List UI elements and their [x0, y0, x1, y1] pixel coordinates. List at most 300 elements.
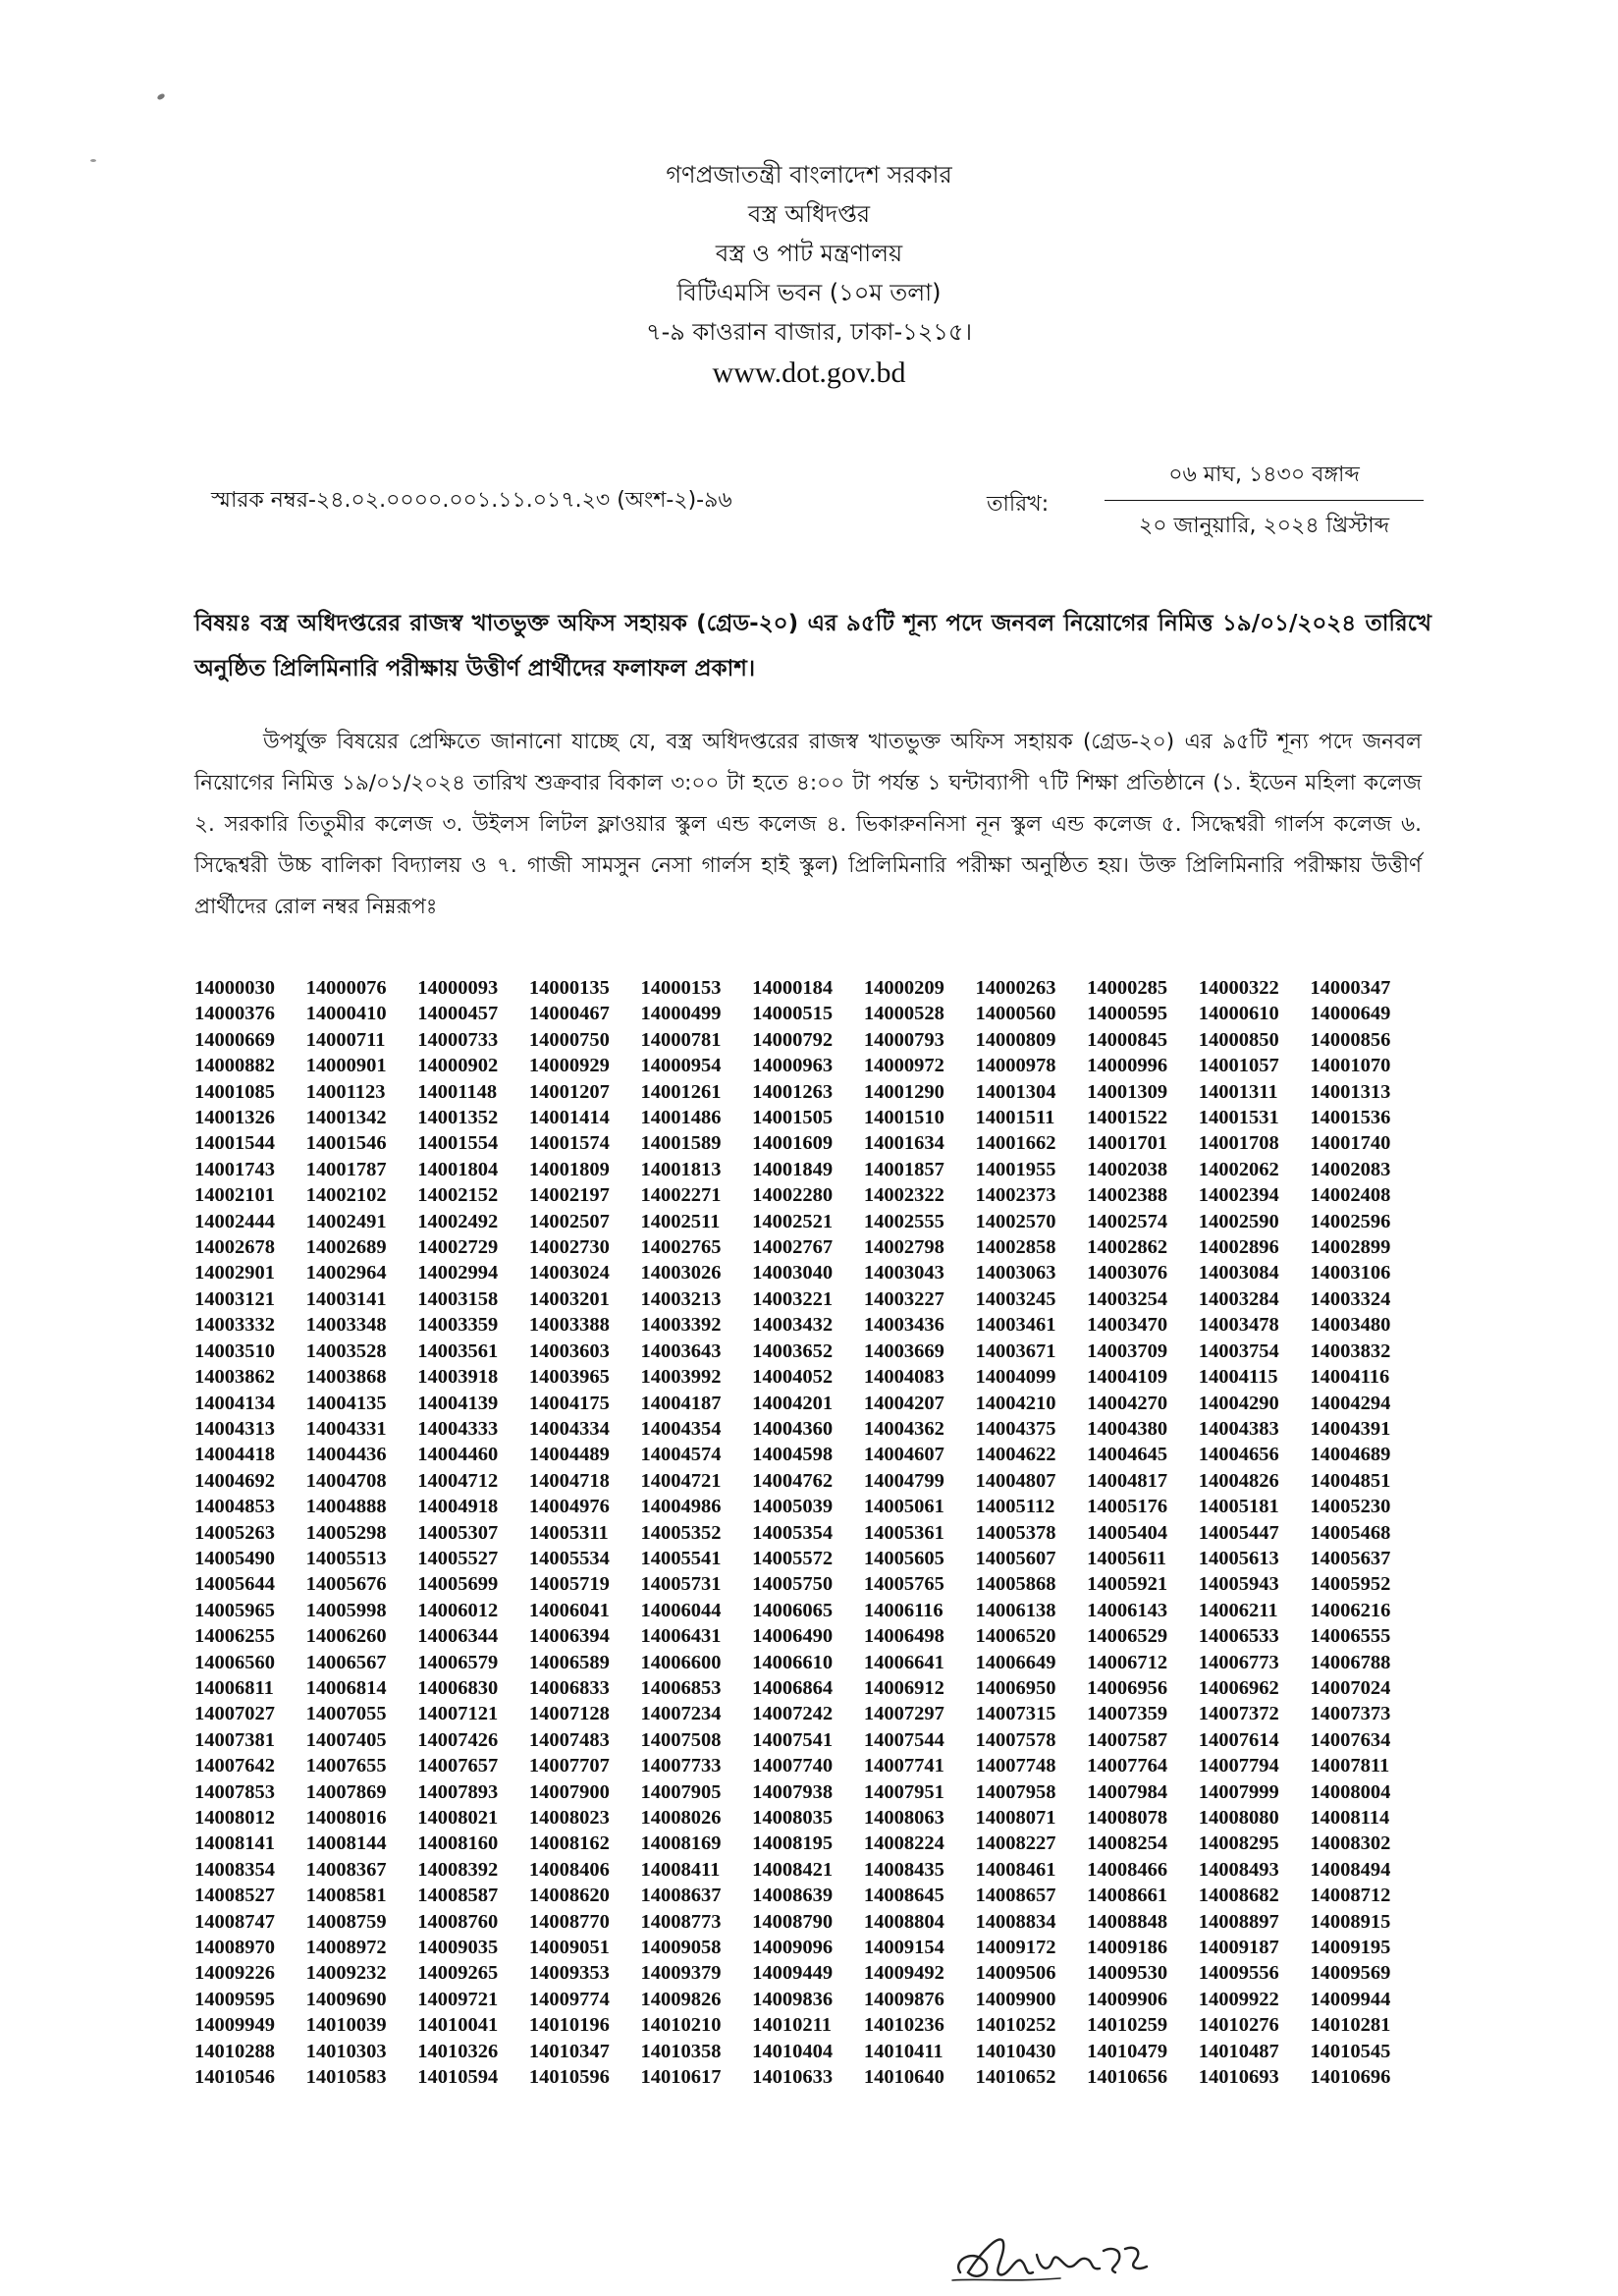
roll-number: 14003436: [863, 1314, 944, 1337]
roll-number: 14001352: [417, 1107, 499, 1129]
roll-number: 14006216: [1310, 1599, 1391, 1621]
roll-number: 14000750: [528, 1028, 610, 1051]
roll-number: 14002083: [1310, 1158, 1391, 1180]
roll-number: 14009922: [1198, 1988, 1279, 2010]
roll-number: 14006143: [1087, 1599, 1168, 1621]
roll-number: 14004207: [863, 1392, 944, 1414]
roll-number: 14009836: [752, 1988, 834, 2010]
roll-number: 14004175: [528, 1392, 610, 1414]
roll-number: 14010583: [305, 2066, 387, 2089]
roll-number: 14004334: [528, 1417, 610, 1440]
roll-number: 14000649: [1310, 1003, 1391, 1025]
roll-number: 14004210: [975, 1392, 1056, 1414]
roll-number: 14007733: [640, 1755, 722, 1777]
roll-number: 14006211: [1198, 1599, 1278, 1621]
roll-number: 14003121: [194, 1287, 275, 1310]
roll-number: 14008144: [305, 1832, 387, 1855]
roll-number: 14004689: [1310, 1444, 1391, 1466]
roll-number: 14010430: [975, 2040, 1056, 2062]
roll-number: 14007426: [417, 1728, 499, 1751]
roll-number: 14003392: [640, 1314, 722, 1337]
roll-number: 14007128: [528, 1703, 610, 1725]
roll-number: 14006041: [528, 1599, 610, 1621]
roll-number: 14002729: [417, 1236, 499, 1259]
roll-number: 14009774: [528, 1988, 610, 2010]
roll-number: 14007024: [1310, 1676, 1391, 1699]
roll-number: 14007587: [1087, 1728, 1168, 1751]
roll-number: 14003348: [305, 1314, 387, 1337]
roll-number: 14006864: [752, 1676, 834, 1699]
roll-number: 14006853: [640, 1676, 722, 1699]
roll-number: 14000093: [417, 977, 499, 999]
roll-number: 14007958: [975, 1780, 1056, 1803]
roll-number: 14000996: [1087, 1055, 1168, 1077]
roll-number: 14004817: [1087, 1469, 1168, 1492]
roll-number: 14002767: [752, 1236, 834, 1259]
roll-number: 14002507: [528, 1210, 610, 1232]
roll-number: 14000850: [1198, 1028, 1279, 1051]
roll-number: 14001955: [975, 1158, 1056, 1180]
roll-number: 14009595: [194, 1988, 275, 2010]
roll-number: 14000733: [417, 1028, 499, 1051]
roll-number: 14006116: [863, 1599, 944, 1621]
roll-number: 14005112: [975, 1496, 1055, 1518]
roll-number: 14008747: [194, 1910, 275, 1933]
roll-number: 14000499: [640, 1003, 722, 1025]
roll-number: 14006012: [417, 1599, 499, 1621]
roll-number: 14002678: [194, 1236, 275, 1259]
roll-number: 14004331: [305, 1417, 387, 1440]
roll-number: 14005868: [975, 1573, 1056, 1596]
roll-number: 14007297: [863, 1703, 944, 1725]
roll-number: 14003470: [1087, 1314, 1168, 1337]
roll-number: 14008063: [863, 1807, 944, 1829]
roll-number: 14000963: [752, 1055, 834, 1077]
roll-number: 14007740: [752, 1755, 834, 1777]
roll-number: 14004721: [640, 1469, 722, 1492]
letterhead-building: বিটিএমসি ভবন (১০ম তলা): [676, 279, 942, 306]
roll-number: 14008682: [1198, 1885, 1279, 1907]
roll-number: 14001589: [640, 1132, 722, 1155]
roll-number: 14003201: [528, 1287, 610, 1310]
roll-number: 14008770: [528, 1910, 610, 1933]
roll-number: 14003024: [528, 1262, 610, 1285]
roll-number: 14001531: [1198, 1107, 1279, 1129]
roll-number: 14007951: [863, 1780, 944, 1803]
roll-number: 14001849: [752, 1158, 834, 1180]
roll-number: 14003227: [863, 1287, 944, 1310]
roll-number: 14000610: [1198, 1003, 1279, 1025]
roll-number: 14001787: [305, 1158, 387, 1180]
roll-number: 14000856: [1310, 1028, 1391, 1051]
roll-number: 14005952: [1310, 1573, 1391, 1596]
roll-number: 14004645: [1087, 1444, 1168, 1466]
roll-number: 14000845: [1087, 1028, 1168, 1051]
roll-number: 14002590: [1198, 1210, 1279, 1232]
roll-number: 14001743: [194, 1158, 275, 1180]
roll-number: 14000263: [975, 977, 1056, 999]
roll-number: 14003671: [975, 1339, 1056, 1362]
roll-number: 14008494: [1310, 1858, 1391, 1881]
roll-number: 14010404: [752, 2040, 834, 2062]
roll-number: 14007741: [863, 1755, 944, 1777]
roll-number: 14001544: [194, 1132, 275, 1155]
roll-number: 14005263: [194, 1521, 275, 1544]
roll-number: 14002901: [194, 1262, 275, 1285]
roll-number: 14001511: [975, 1107, 1055, 1129]
roll-number: 14004380: [1087, 1417, 1168, 1440]
roll-number: 14007655: [305, 1755, 387, 1777]
roll-number: 14002596: [1310, 1210, 1391, 1232]
roll-number: 14006431: [640, 1625, 722, 1648]
roll-number: 14008639: [752, 1885, 834, 1907]
roll-number: 14008493: [1198, 1858, 1279, 1881]
roll-number: 14001057: [1198, 1055, 1279, 1077]
roll-number: 14004333: [417, 1417, 499, 1440]
roll-number: 14007372: [1198, 1703, 1279, 1725]
roll-number: 14008834: [975, 1910, 1056, 1933]
memo-number: স্মারক নম্বর-২৪.০২.০০০০.০০১.১১.০১৭.২৩ (অংশ-২)-৯৬: [211, 488, 732, 513]
roll-number: 14005352: [640, 1521, 722, 1544]
roll-number: 14003043: [863, 1262, 944, 1285]
roll-number: 14009035: [417, 1937, 499, 1959]
roll-number: 14006344: [417, 1625, 499, 1648]
roll-number: 14001546: [305, 1132, 387, 1155]
roll-number: 14003992: [640, 1366, 722, 1389]
roll-number: 14006529: [1087, 1625, 1168, 1648]
roll-number: 14008302: [1310, 1832, 1391, 1855]
roll-number: 14010347: [528, 2040, 610, 2062]
roll-number: 14001290: [863, 1080, 944, 1103]
roll-number: 14010545: [1310, 2040, 1391, 2062]
roll-number: 14006138: [975, 1599, 1056, 1621]
roll-number: 14007811: [1310, 1755, 1390, 1777]
roll-number: 14006950: [975, 1676, 1056, 1699]
roll-number: 14001486: [640, 1107, 722, 1129]
roll-number: 14008114: [1310, 1807, 1390, 1829]
roll-number: 14006641: [863, 1651, 944, 1673]
roll-number: 14008071: [975, 1807, 1056, 1829]
roll-number: 14000954: [640, 1055, 722, 1077]
roll-number: 14005307: [417, 1521, 499, 1544]
roll-number: 14002197: [528, 1184, 610, 1207]
roll-number: 14008587: [417, 1885, 499, 1907]
roll-number: 14006498: [863, 1625, 944, 1648]
roll-number: 14001263: [752, 1080, 834, 1103]
roll-number: 14002574: [1087, 1210, 1168, 1232]
roll-number: 14008406: [528, 1858, 610, 1881]
roll-number: 14008848: [1087, 1910, 1168, 1933]
roll-number: 14002994: [417, 1262, 499, 1285]
roll-number: 14004375: [975, 1417, 1056, 1440]
roll-number: 14008773: [640, 1910, 722, 1933]
roll-number: 14010693: [1198, 2066, 1279, 2089]
roll-number: 14005404: [1087, 1521, 1168, 1544]
roll-number: 14001510: [863, 1107, 944, 1129]
roll-number: 14004270: [1087, 1392, 1168, 1414]
roll-number: 14007748: [975, 1755, 1056, 1777]
roll-number: 14006830: [417, 1676, 499, 1699]
roll-number: 14007508: [640, 1728, 722, 1751]
roll-number: 14008160: [417, 1832, 499, 1855]
roll-number: 14010358: [640, 2040, 722, 2062]
roll-number: 14006788: [1310, 1651, 1391, 1673]
roll-number: 14000030: [194, 977, 275, 999]
roll-number: 14007999: [1198, 1780, 1279, 1803]
roll-number: 14009944: [1310, 1988, 1391, 2010]
roll-number: 14003221: [752, 1287, 834, 1310]
roll-number: 14009721: [417, 1988, 499, 2010]
roll-number: 14006649: [975, 1651, 1056, 1673]
roll-number: 14003213: [640, 1287, 722, 1310]
roll-number: 14006956: [1087, 1676, 1168, 1699]
roll-number: 14006567: [305, 1651, 387, 1673]
roll-number: 14001505: [752, 1107, 834, 1129]
roll-number: 14008637: [640, 1885, 722, 1907]
roll-number: 14001662: [975, 1132, 1056, 1155]
roll-number: 14002388: [1087, 1184, 1168, 1207]
roll-number: 14003141: [305, 1287, 387, 1310]
roll-number: 14000184: [752, 977, 834, 999]
roll-number: 14001207: [528, 1080, 610, 1103]
roll-number: 14004976: [528, 1496, 610, 1518]
roll-number: 14008141: [194, 1832, 275, 1855]
roll-number: 14004851: [1310, 1469, 1391, 1492]
roll-number: 14006962: [1198, 1676, 1279, 1699]
roll-number: 14003040: [752, 1262, 834, 1285]
roll-number: 14005061: [863, 1496, 944, 1518]
roll-number: 14008421: [752, 1858, 834, 1881]
roll-number: 14000595: [1087, 1003, 1168, 1025]
roll-number: 14004383: [1198, 1417, 1279, 1440]
subject-line: বিষয়ঃ বস্ত্র অধিদপ্তরের রাজস্ব খাতভুক্ত অফিস সহায়ক (গ্রেড-২০) এর ৯৫টি শূন্য পদে জনবল নিয়োগের নিমিত্ত ১৯/০১/২০২৪ তারিখে অনুষ্ঠিত প্রিলিমিনারি পরীক্ষায় উত্তীর্ণ প্রার্থীদের ফলাফল প্রকাশ।: [194, 611, 1431, 682]
roll-number: 14001070: [1310, 1055, 1391, 1077]
roll-number: 14004692: [194, 1469, 275, 1492]
roll-number: 14005607: [975, 1547, 1056, 1569]
roll-number: 14008162: [528, 1832, 610, 1855]
date-block: [1105, 458, 1424, 545]
roll-number: 14005468: [1310, 1521, 1391, 1544]
roll-number: 14009906: [1087, 1988, 1168, 2010]
roll-number: 14008392: [417, 1858, 499, 1881]
roll-number: 14003510: [194, 1339, 275, 1362]
letterhead-government: গণপ্রজাতন্ত্রী বাংলাদেশ সরকার: [666, 161, 952, 189]
roll-number: 14009195: [1310, 1937, 1391, 1959]
roll-number: 14002798: [863, 1236, 944, 1259]
roll-number: 14006490: [752, 1625, 834, 1648]
roll-number: 14005527: [417, 1547, 499, 1569]
roll-number: 14004391: [1310, 1417, 1391, 1440]
roll-number: 14002491: [305, 1210, 387, 1232]
roll-number: 14005378: [975, 1521, 1056, 1544]
roll-number: 14008021: [417, 1807, 499, 1829]
date-gregorian: ২০ জানুয়ারি, ২০২৪ খ্রিস্টাব্দ: [1138, 514, 1390, 538]
letterhead-ministry: বস্ত্র ও পাট মন্ত্রণালয়: [715, 240, 903, 267]
roll-number: 14002101: [194, 1184, 275, 1207]
roll-number: 14001522: [1087, 1107, 1168, 1129]
roll-number: 14002521: [752, 1210, 834, 1232]
roll-number: 14010652: [975, 2066, 1056, 2089]
roll-number: 14001123: [305, 1080, 386, 1103]
roll-number: 14007541: [752, 1728, 834, 1751]
roll-number: 14000467: [528, 1003, 610, 1025]
roll-number: 14003652: [752, 1339, 834, 1362]
roll-number: 14010211: [752, 2014, 833, 2037]
roll-number: 14008657: [975, 1885, 1056, 1907]
roll-number: 14003643: [640, 1339, 722, 1362]
roll-number: 14008195: [752, 1832, 834, 1855]
roll-number: 14003106: [1310, 1262, 1391, 1285]
roll-number: 14004187: [640, 1392, 722, 1414]
roll-number: 14004436: [305, 1444, 387, 1466]
roll-number: 14005513: [305, 1547, 387, 1569]
roll-number: 14002511: [640, 1210, 721, 1232]
roll-number: 14004807: [975, 1469, 1056, 1492]
roll-number: 14010696: [1310, 2066, 1391, 2089]
roll-number: 14004622: [975, 1444, 1056, 1466]
roll-number: 14007764: [1087, 1755, 1168, 1777]
roll-number: 14008035: [752, 1807, 834, 1829]
roll-number: 14006044: [640, 1599, 722, 1621]
roll-number: 14006610: [752, 1651, 834, 1673]
roll-number: 14004134: [194, 1392, 275, 1414]
roll-number: 14004708: [305, 1469, 387, 1492]
roll-number: 14003709: [1087, 1339, 1168, 1362]
roll-number: 14005311: [528, 1521, 609, 1544]
roll-number: 14005490: [194, 1547, 275, 1569]
roll-number: 14008004: [1310, 1780, 1391, 1803]
roll-number: 14008760: [417, 1910, 499, 1933]
roll-number: 14003461: [975, 1314, 1056, 1337]
roll-number: 14006579: [417, 1651, 499, 1673]
roll-number: 14003478: [1198, 1314, 1279, 1337]
roll-number: 14004109: [1087, 1366, 1168, 1389]
roll-number: 14003026: [640, 1262, 722, 1285]
roll-number: 14004201: [752, 1392, 834, 1414]
roll-number: 14004718: [528, 1469, 610, 1492]
roll-number: 14010039: [305, 2014, 387, 2037]
roll-number: 14006533: [1198, 1625, 1279, 1648]
roll-number: 14007027: [194, 1703, 275, 1725]
roll-number: 14009154: [863, 1937, 944, 1959]
roll-number: 14002062: [1198, 1158, 1279, 1180]
roll-number: 14008295: [1198, 1832, 1279, 1855]
roll-number: 14010633: [752, 2066, 834, 2089]
roll-number: 14003918: [417, 1366, 499, 1389]
roll-number: 14007642: [194, 1755, 275, 1777]
roll-number: 14006520: [975, 1625, 1056, 1648]
roll-number: 14007853: [194, 1780, 275, 1803]
roll-number: 14002322: [863, 1184, 944, 1207]
roll-number: 14003076: [1087, 1262, 1168, 1285]
roll-number: 14009556: [1198, 1962, 1279, 1985]
roll-number: 14000929: [528, 1055, 610, 1077]
roll-number: 14003561: [417, 1339, 499, 1362]
roll-number: 14007315: [975, 1703, 1056, 1725]
roll-number: 14006255: [194, 1625, 275, 1648]
roll-number: 14006712: [1087, 1651, 1168, 1673]
roll-number: 14007905: [640, 1780, 722, 1803]
roll-number: 14008224: [863, 1832, 944, 1855]
roll-number: 14008790: [752, 1910, 834, 1933]
roll-number: 14004607: [863, 1444, 944, 1466]
roll-number: 14001311: [1198, 1080, 1278, 1103]
roll-number: 14004362: [863, 1417, 944, 1440]
roll-number: 14005181: [1198, 1496, 1279, 1518]
roll-number: 14007657: [417, 1755, 499, 1777]
roll-number: 14000076: [305, 977, 387, 999]
handwritten-signature-icon: [943, 2221, 1237, 2290]
roll-number: 14010281: [1310, 2014, 1391, 2037]
roll-number: 14000669: [194, 1028, 275, 1051]
roll-number: 14003388: [528, 1314, 610, 1337]
roll-number: 14005676: [305, 1573, 387, 1596]
roll-number: 14003432: [752, 1314, 834, 1337]
roll-number: 14004762: [752, 1469, 834, 1492]
roll-number: 14002896: [1198, 1236, 1279, 1259]
roll-number: 14000792: [752, 1028, 834, 1051]
roll-number: 14006773: [1198, 1651, 1279, 1673]
roll-number: 14001536: [1310, 1107, 1391, 1129]
roll-number: 14004360: [752, 1417, 834, 1440]
letterhead-address: ৭-৯ কাওরান বাজার, ঢাকা-১২১৫।: [645, 318, 973, 346]
roll-number: 14010594: [417, 2066, 499, 2089]
roll-number: 14001708: [1198, 1132, 1279, 1155]
roll-number: 14008080: [1198, 1807, 1279, 1829]
roll-number: 14009379: [640, 1962, 722, 1985]
roll-number: 14006814: [305, 1676, 387, 1699]
roll-number: 14007984: [1087, 1780, 1168, 1803]
roll-number: 14004116: [1310, 1366, 1390, 1389]
roll-number: 14004052: [752, 1366, 834, 1389]
roll-number: 14010640: [863, 2066, 944, 2089]
roll-number: 14004853: [194, 1496, 275, 1518]
roll-number: 14009187: [1198, 1937, 1279, 1959]
roll-number: 14010259: [1087, 2014, 1168, 2037]
roll-number: 14008435: [863, 1858, 944, 1881]
roll-number: 14009186: [1087, 1937, 1168, 1959]
roll-number: 14005541: [640, 1547, 722, 1569]
roll-number: 14008712: [1310, 1885, 1391, 1907]
roll-number: 14009051: [528, 1937, 610, 1959]
roll-number: 14006394: [528, 1625, 610, 1648]
roll-number: 14000285: [1087, 977, 1168, 999]
roll-number: 14006833: [528, 1676, 610, 1699]
roll-number: 14005534: [528, 1547, 610, 1569]
roll-number: 14010288: [194, 2040, 275, 2062]
roll-number: 14000901: [305, 1055, 387, 1077]
roll-number: 14003669: [863, 1339, 944, 1362]
roll-number: 14001342: [305, 1107, 387, 1129]
roll-number: 14000978: [975, 1055, 1056, 1077]
roll-number: 14003754: [1198, 1339, 1279, 1362]
roll-number: 14005447: [1198, 1521, 1279, 1544]
roll-number: 14008804: [863, 1910, 944, 1933]
roll-number: 14008581: [305, 1885, 387, 1907]
roll-number: 14000410: [305, 1003, 387, 1025]
roll-number: 14005719: [528, 1573, 610, 1596]
roll-number-grid: [194, 975, 1422, 2090]
roll-number: 14001804: [417, 1158, 499, 1180]
roll-number: 14002862: [1087, 1236, 1168, 1259]
roll-number: 14003332: [194, 1314, 275, 1337]
roll-number: 14007373: [1310, 1703, 1391, 1725]
roll-number: 14007614: [1198, 1728, 1279, 1751]
roll-number: 14004918: [417, 1496, 499, 1518]
roll-number: 14004099: [975, 1366, 1056, 1389]
roll-number: 14002271: [640, 1184, 722, 1207]
roll-number: 14007938: [752, 1780, 834, 1803]
